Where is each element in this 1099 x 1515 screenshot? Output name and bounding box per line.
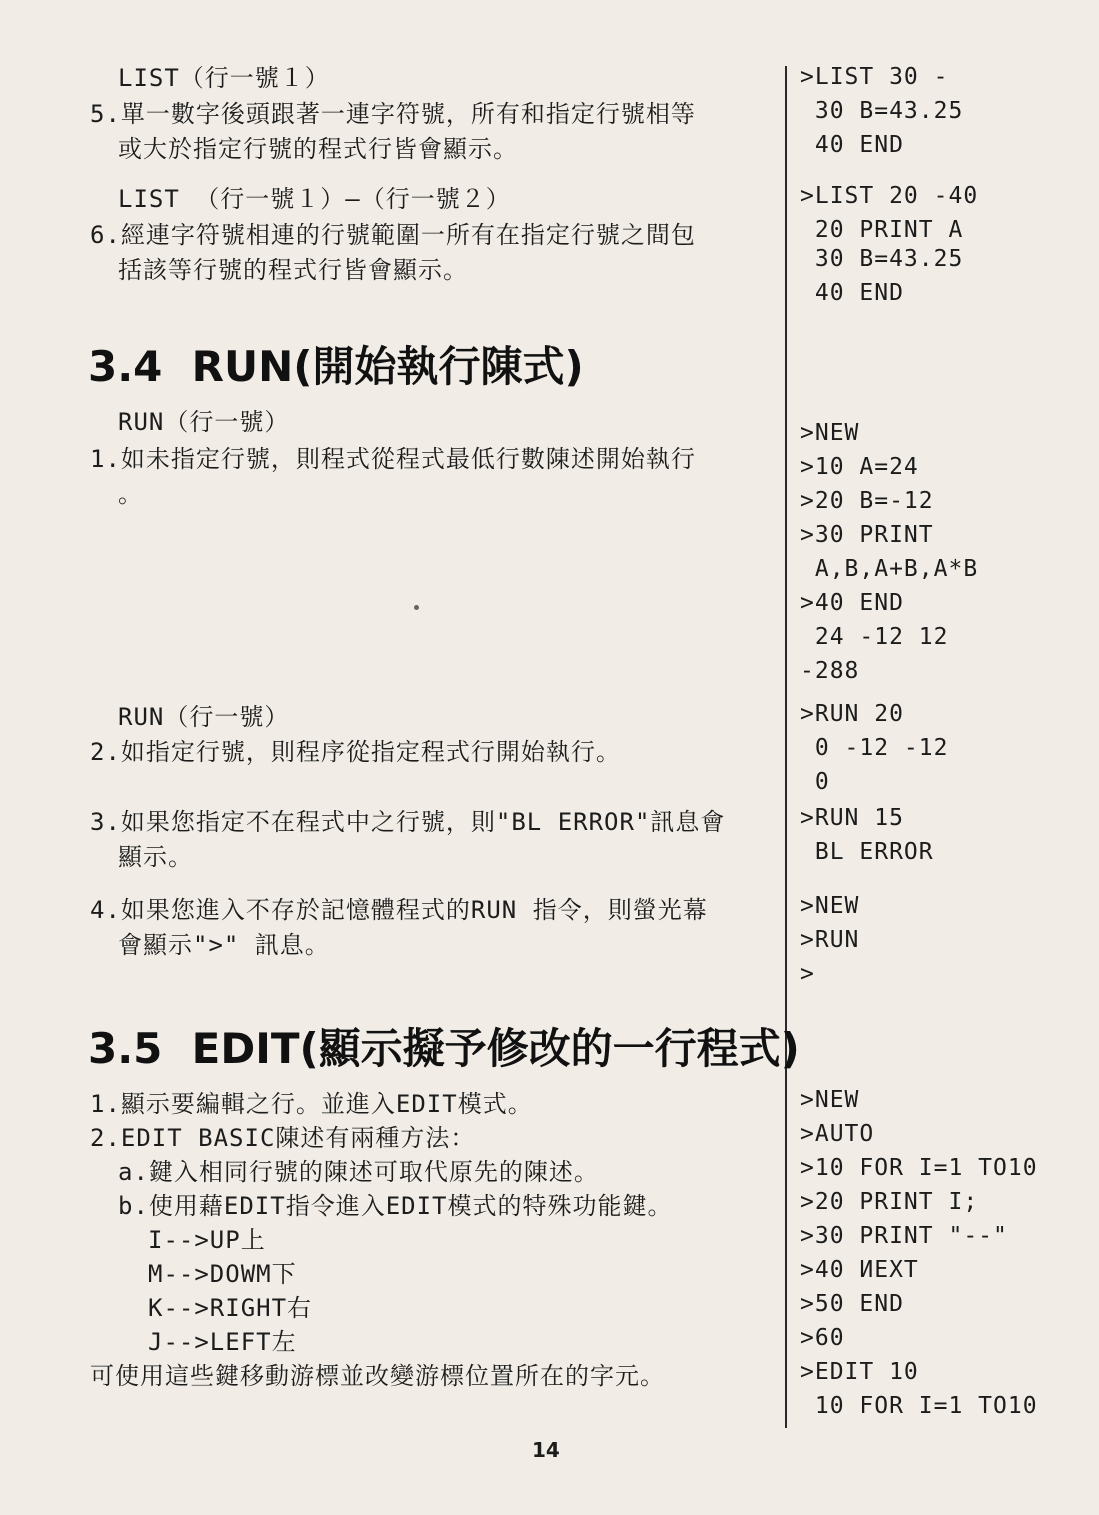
item-6-line-1: 6.經連字符號相連的行號範圍一所有在指定行號之間包	[90, 221, 696, 249]
item-5-line-1: 5.單一數字後頭跟著一連字符號，所有和指定行號相等	[90, 100, 696, 128]
code-line: 10 FOR I=1 TO10	[800, 1393, 1038, 1419]
code-line: >NEW	[800, 893, 860, 919]
syntax-run-2: RUN（行一號）	[118, 703, 290, 731]
run-item-2: 2.如指定行號，則程序從指定程式行開始執行。	[90, 738, 621, 766]
edit-item-2: 2.EDIT BASIC陳述有兩種方法：	[90, 1124, 476, 1152]
code-line: 40 END	[800, 132, 904, 158]
code-line: 0	[800, 769, 830, 795]
code-line: >EDIT 10	[800, 1359, 919, 1385]
code-line: 30 B=43.25	[800, 98, 964, 124]
code-line: 0 -12 -12	[800, 735, 949, 761]
code-line: >RUN 20	[800, 701, 904, 727]
code-line: 40 END	[800, 280, 904, 306]
run-item-1-line-2: 。	[118, 480, 143, 508]
syntax-list-range: LIST （行一號１）—（行一號２）	[118, 185, 511, 213]
code-line: >30 PRINT	[800, 522, 934, 548]
run-item-1-line-1: 1.如未指定行號，則程式從程式最低行數陳述開始執行	[90, 445, 696, 473]
code-line: >50 END	[800, 1291, 904, 1317]
code-line: >20 PRINT I;	[800, 1189, 979, 1215]
code-line: >10 FOR I=1 TO10	[800, 1155, 1038, 1181]
run-item-4-line-1: 4.如果您進入不存於記憶體程式的RUN 指令，則螢光幕	[90, 896, 708, 924]
code-line: >30 PRINT "--"	[800, 1223, 1008, 1249]
code-line: >20 B=-12	[800, 488, 934, 514]
edit-item-1: 1.顯示要編輯之行。並進入EDIT模式。	[90, 1090, 533, 1118]
heading-3-5-edit: 3.5 EDIT(顯示擬予修改的一行程式)	[88, 1024, 800, 1073]
syntax-run-1: RUN（行一號）	[118, 408, 290, 436]
code-line: >60	[800, 1325, 845, 1351]
code-line: 30 B=43.25	[800, 246, 964, 272]
code-line: >RUN	[800, 927, 860, 953]
heading-3-4-run: 3.4 RUN(開始執行陳式)	[88, 342, 584, 391]
code-line: -288	[800, 658, 860, 684]
column-divider	[785, 66, 787, 1428]
paper-speck	[414, 605, 419, 610]
item-6-line-2: 括該等行號的程式行皆會顯示。	[118, 256, 468, 284]
run-item-3-line-2: 顯示。	[118, 843, 193, 871]
code-line: BL ERROR	[800, 839, 934, 865]
key-m-down: M-->DOWM下	[148, 1260, 297, 1288]
edit-summary: 可使用這些鍵移動游標並改變游標位置所在的字元。	[90, 1362, 665, 1390]
code-line: >NEW	[800, 420, 860, 446]
code-line: 20 PRINT A	[800, 217, 964, 243]
code-line: A,B,A+B,A*B	[800, 556, 979, 582]
edit-item-2b: b.使用藉EDIT指令進入EDIT模式的特殊功能鍵。	[118, 1192, 673, 1220]
run-item-4-line-2: 會顯示">" 訊息。	[118, 931, 330, 959]
page-number: 14	[532, 1438, 560, 1462]
code-line: >10 A=24	[800, 454, 919, 480]
item-5-line-2: 或大於指定行號的程式行皆會顯示。	[118, 135, 518, 163]
code-line: >40 ИEXT	[800, 1257, 919, 1283]
run-item-3-line-1: 3.如果您指定不在程式中之行號，則"BL ERROR"訊息會	[90, 808, 726, 836]
key-j-left: J-->LEFT左	[148, 1328, 297, 1356]
code-line: >NEW	[800, 1087, 860, 1113]
key-k-right: K-->RIGHT右	[148, 1294, 313, 1322]
code-line: >	[800, 961, 815, 987]
code-line: >LIST 30 -	[800, 64, 949, 90]
syntax-list-from: LIST（行一號１）	[118, 64, 330, 92]
code-line: >AUTO	[800, 1121, 875, 1147]
code-line: 24 -12 12	[800, 624, 949, 650]
code-line: >40 END	[800, 590, 904, 616]
code-line: >LIST 20 -40	[800, 183, 979, 209]
edit-item-2a: a.鍵入相同行號的陳述可取代原先的陳述。	[118, 1158, 599, 1186]
code-line: >RUN 15	[800, 805, 904, 831]
key-i-up: I-->UP上	[148, 1226, 266, 1254]
